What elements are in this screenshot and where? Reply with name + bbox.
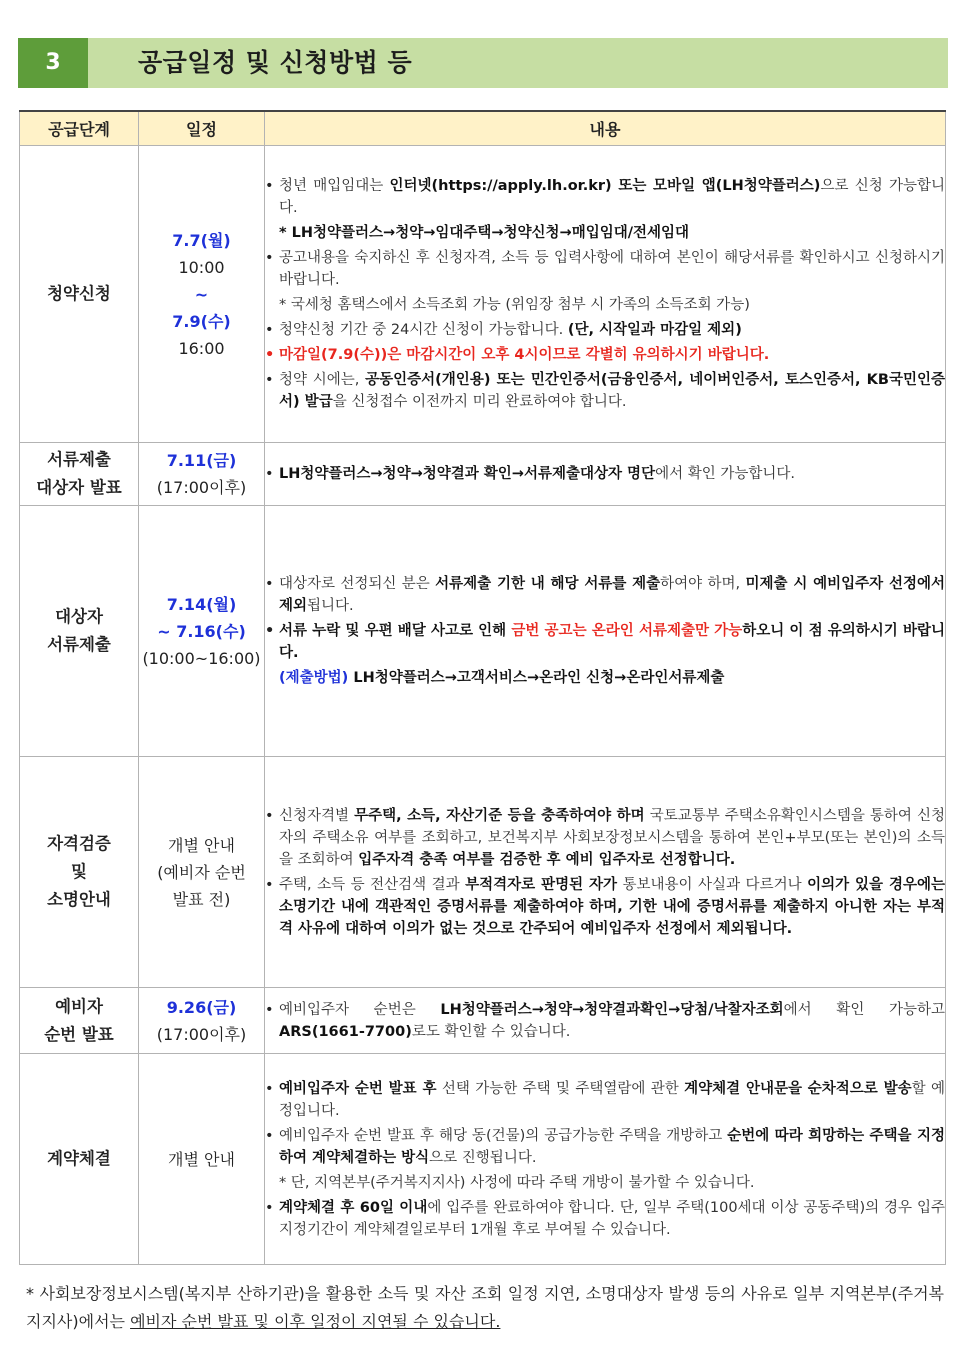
text-bold: 부적격자로 판명된 자가 bbox=[465, 876, 618, 893]
date-cell bbox=[139, 443, 265, 506]
bullet-item bbox=[265, 999, 945, 1043]
bullet-item: • 공고내용을 숙지하신 후 신청자격, 소득 등 입력사항에 대하여 본인이 해당서류를 확인하시고 신청하시기 바랍니다. bbox=[265, 247, 945, 291]
bullet-item bbox=[265, 1197, 945, 1241]
stage-label: 및 bbox=[71, 862, 87, 881]
text: 청년 매입임대는 bbox=[279, 178, 390, 194]
stage-label: 예비자 bbox=[55, 996, 103, 1016]
bullet-item bbox=[265, 175, 945, 219]
text: 통보내용이 사실과 다르거나 bbox=[617, 876, 808, 893]
text: 으로 진행됩니다. bbox=[429, 1149, 537, 1166]
text-bold: 순번에 따라 희망하는 주택을 지정하여 계약체결하는 방식 bbox=[279, 1127, 945, 1166]
text: 주택, 소득 등 전산검색 결과 bbox=[279, 876, 466, 893]
date-end: ~ 7.16(수) bbox=[157, 621, 246, 641]
stage-cell bbox=[20, 506, 139, 757]
text-blue: (제출방법) bbox=[279, 670, 349, 686]
content-cell bbox=[265, 757, 946, 988]
header-date: 일정 bbox=[139, 111, 265, 146]
text: 하여야 하며, bbox=[660, 576, 746, 592]
time-start: 10:00 bbox=[178, 257, 225, 277]
stage-label: 자격검증 bbox=[47, 834, 111, 853]
bullet-item bbox=[265, 319, 945, 341]
bullet-item bbox=[265, 573, 945, 617]
text: 할 예정입니다. bbox=[279, 1080, 946, 1119]
time-range: (10:00~16:00) bbox=[142, 648, 261, 668]
date-text: (예비자 순번 bbox=[157, 862, 246, 882]
stage-label: 청약신청 bbox=[47, 284, 111, 303]
text-bold: 무주택, 소득, 자산기준 등을 충족하여야 하며 bbox=[354, 807, 645, 824]
bullet-item bbox=[265, 620, 945, 664]
text-bold: LH청약플러스→청약→청약결과 확인→서류제출대상자 명단 bbox=[279, 466, 656, 482]
section-number: 3 bbox=[18, 38, 88, 88]
table-header-row bbox=[20, 111, 946, 146]
bullet-item bbox=[265, 1125, 945, 1169]
note-item: * LH청약플러스→청약→임대주택→청약신청→매입임대/전세임대 bbox=[279, 225, 690, 241]
table-row bbox=[20, 506, 946, 757]
text: 청약신청 기간 중 24시간 신청이 가능합니다. bbox=[279, 322, 568, 338]
section-header bbox=[18, 38, 948, 88]
header-content: 내용 bbox=[265, 111, 946, 146]
text: 으로 신청 가능합니다. bbox=[279, 178, 945, 216]
bullet-item bbox=[265, 874, 945, 940]
date-text: 발표 전) bbox=[172, 889, 231, 909]
date-start: 7.11(금) bbox=[166, 451, 237, 470]
content-cell bbox=[265, 988, 946, 1054]
text-bold: 입주자격 충족 여부를 검증한 후 예비 입주자로 선정합니다. bbox=[358, 851, 736, 868]
date-cell bbox=[139, 1054, 265, 1265]
stage-cell bbox=[20, 443, 139, 506]
table-row bbox=[20, 757, 946, 988]
text-bold: 미제출 시 예비입주자 선정에서 제외 bbox=[279, 576, 945, 614]
date-start: 7.14(월) bbox=[166, 594, 237, 614]
content-cell bbox=[265, 443, 946, 506]
bullet-item bbox=[265, 1078, 945, 1122]
stage-label: 대상자 bbox=[55, 607, 103, 626]
text: 로도 확인할 수 있습니다. bbox=[411, 1023, 571, 1040]
table-row bbox=[20, 443, 946, 506]
stage-label: 순번 발표 bbox=[44, 1024, 114, 1044]
text-bold: (단, 시작일과 마감일 제외) bbox=[567, 322, 742, 338]
bullet-item-warning: • 마감일(7.9(수))은 마감시간이 오후 4시이므로 각별히 유의하시기 바랍니다. bbox=[265, 344, 945, 366]
date-start: 9.26(금) bbox=[166, 997, 237, 1017]
note-item: * 단, 지역본부(주거복지지사) 사정에 따라 주택 개방이 불가할 수 있습니다. bbox=[279, 1174, 755, 1191]
text-bold: LH청약플러스→고객서비스→온라인 신청→온라인서류제출 bbox=[348, 670, 725, 686]
date-text: 개별 안내 bbox=[168, 835, 235, 855]
text: 에서 확인 가능합니다. bbox=[655, 466, 795, 482]
text-bold: 계약체결 안내문을 순차적으로 발송 bbox=[684, 1080, 912, 1097]
date-end: 7.9(수) bbox=[172, 311, 231, 331]
text-bold: 예비입주자 순번 발표 후 bbox=[279, 1080, 437, 1097]
text-bold: 인터넷(https://apply.lh.or.kr) 또는 모바일 앱(LH청약플러스) bbox=[389, 178, 821, 194]
text-bold: 이의가 있을 경우에는 소명기간 내에 객관적인 증명서류를 제출하여야 하며, 기한 내에 증명서류를 제출하지 아니한 자는 부적격 사유에 대하여 이의가 없는 것으로 간주되어 예비입주자 선정에서 제외됩니다. bbox=[279, 876, 945, 937]
text: 대상자로 선정되신 분은 bbox=[279, 576, 436, 592]
date-tilde: ~ bbox=[194, 284, 209, 304]
section-title: 공급일정 및 신청방법 등 bbox=[138, 48, 413, 77]
footnote-text: * 사회보장정보시스템(복지부 산하기관)을 활용한 소득 및 자산 조회 일정 지연, 소명대상자 발생 등의 사유로 일부 지역본부(주거복지지사)에서는 bbox=[26, 1284, 944, 1331]
text: 예비입주자 순번 발표 후 해당 동(건물)의 공급가능한 주택을 개방하고 bbox=[279, 1127, 728, 1144]
text-bold: 하오니 이 점 유의하시기 바랍니다. bbox=[279, 623, 945, 661]
stage-cell bbox=[20, 988, 139, 1054]
text: 신청자격별 bbox=[279, 807, 355, 824]
text: 에서 확인 가능하고 bbox=[783, 1001, 946, 1018]
text-bold: 서류제출 기한 내 해당 서류를 제출 bbox=[435, 576, 661, 592]
text: 국토교통부 주택소유확인시스템을 통하여 신청자의 주택소유 여부를 조회하고, 보건복지부 사회보장정보시스템을 통하여 본인+부모(또는 본인)의 소득을 조회하여 bbox=[279, 807, 945, 868]
footnote-underlined: 예비자 순번 발표 및 이후 일정이 지연될 수 있습니다. bbox=[130, 1312, 501, 1331]
time-note: (17:00이후) bbox=[156, 1024, 247, 1044]
table-row bbox=[20, 146, 946, 443]
note-item bbox=[265, 667, 945, 689]
date-start: 7.7(월) bbox=[172, 230, 231, 250]
header-stage: 공급단계 bbox=[20, 111, 139, 146]
date-cell bbox=[139, 757, 265, 988]
bullet-item bbox=[265, 805, 945, 871]
content-cell bbox=[265, 1054, 946, 1265]
table-row bbox=[20, 1054, 946, 1265]
bullet-item bbox=[265, 463, 945, 485]
stage-label: 서류제출 bbox=[47, 635, 111, 654]
text: 청약 시에는, bbox=[279, 372, 366, 388]
text: 을 신청접수 이전까지 미리 완료하여야 합니다. bbox=[332, 394, 627, 410]
stage-label: 계약체결 bbox=[47, 1149, 111, 1168]
bullet-item bbox=[265, 369, 945, 413]
text: 됩니다. bbox=[307, 598, 354, 614]
stage-label: 서류제출 bbox=[47, 450, 111, 469]
text-red: 금번 공고는 온라인 서류제출만 가능 bbox=[511, 623, 743, 639]
text-bold: 공동인증서(개인용) 또는 민간인증서(금융인증서, 네이버인증서, 토스인증서, KB국민인증서) 발급 bbox=[279, 372, 945, 410]
content-cell bbox=[265, 146, 946, 443]
date-cell bbox=[139, 988, 265, 1054]
stage-cell bbox=[20, 146, 139, 443]
text: 예비입주자 순번은 bbox=[279, 1001, 441, 1018]
text: 에 입주를 완료하여야 합니다. 단, 일부 주택(100세대 이상 공동주택)의 경우 입주지정기간이 계약체결일로부터 1개월 후로 부여될 수 있습니다. bbox=[279, 1199, 945, 1238]
text-bold: ARS(1661-7700) bbox=[279, 1023, 412, 1040]
date-cell bbox=[139, 146, 265, 443]
table-row bbox=[20, 988, 946, 1054]
date-cell bbox=[139, 506, 265, 757]
note-item: * 국세청 홈택스에서 소득조회 가능 (위임장 첨부 시 가족의 소득조회 가능) bbox=[279, 297, 750, 313]
text-bold: 서류 누락 및 우편 배달 사고로 인해 bbox=[279, 623, 512, 639]
stage-label: 소명안내 bbox=[47, 890, 111, 909]
text-bold: 계약체결 후 60일 이내 bbox=[279, 1199, 428, 1216]
text-bold: LH청약플러스→청약→청약결과확인→당첨/낙찰자조회 bbox=[440, 1001, 784, 1018]
content-cell bbox=[265, 506, 946, 757]
time-note: (17:00이후) bbox=[156, 478, 247, 497]
stage-cell bbox=[20, 757, 139, 988]
stage-label: 대상자 발표 bbox=[36, 478, 122, 497]
time-end: 16:00 bbox=[178, 338, 225, 358]
footnote bbox=[26, 1280, 944, 1336]
stage-cell bbox=[20, 1054, 139, 1265]
date-text: 개별 안내 bbox=[168, 1149, 235, 1169]
schedule-table bbox=[19, 110, 946, 1265]
text: 선택 가능한 주택 및 주택열람에 관한 bbox=[436, 1080, 685, 1097]
